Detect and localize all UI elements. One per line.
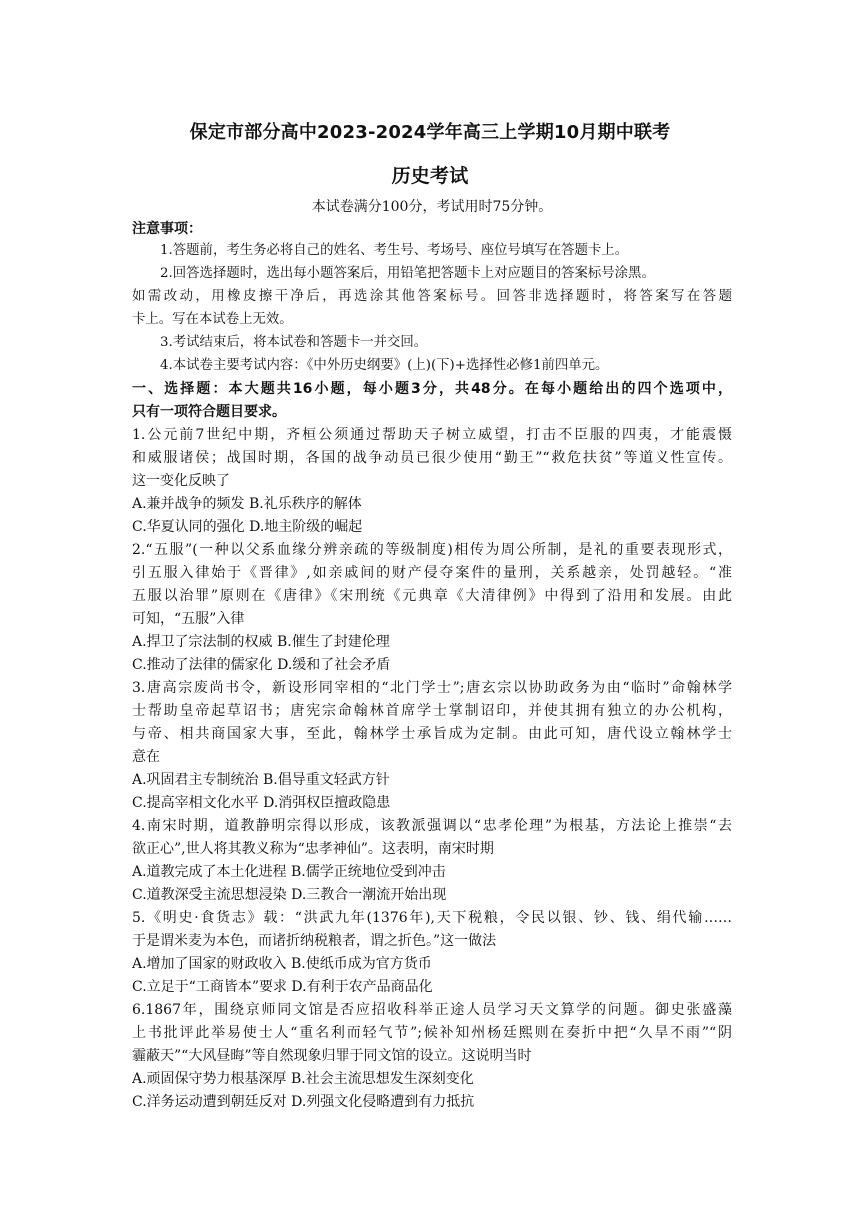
question-options: A.捍卫了宗法制的权威 B.催生了封建伦理 — [132, 634, 390, 650]
question-stem: 3.唐高宗废尚书令，新设形同宰相的“北门学士”;唐玄宗以协助政务为由“临时”命翰林学 — [132, 680, 732, 696]
question-stem: 6.1867年，围绕京师同文馆是否应招收科举正途人员学习天文算学的问题。御史张盛藻 — [132, 1002, 732, 1018]
question-stem: 引五服入律始于《晋律》,如亲戚间的财产侵夺案件的量刑，关系越亲，处罚越轻。“准 — [132, 565, 732, 581]
question-options: A.道教完成了本土化进程 B.儒学正统地位受到冲击 — [132, 864, 446, 880]
question-options: A.增加了国家的财政收入 B.使纸币成为官方货币 — [132, 956, 432, 972]
question-options: C.立足于“工商皆本”要求 D.有利于农产品商品化 — [132, 979, 433, 995]
question-stem: 和威服诸侯；战国时期，各国的战争动员已很少使用“勤王”“救危扶贫”等道义性宣传。 — [132, 450, 732, 466]
question-stem: 5.《明史·食货志》载：“洪武九年(1376年),天下税粮，令民以银、钞、钱、绢代输…… — [132, 910, 732, 926]
question-stem: 与帝、相共商国家大事，至此，翰林学士承旨成为定制。由此可知，唐代设立翰林学士 — [132, 726, 732, 742]
page-title: 保定市部分高中2023-2024学年高三上学期10月期中联考 — [189, 122, 671, 143]
question-stem: 这一变化反映了 — [132, 473, 230, 489]
notice-line: 4.本试卷主要考试内容：《中外历史纲要》(上)(下)+选择性必修1前四单元。 — [160, 358, 609, 373]
question-options: C.提高宰相文化水平 D.消弭权臣擅政隐患 — [132, 795, 391, 811]
notice-line: 1.答题前，考生务必将自己的姓名、考生号、考场号、座位号填写在答题卡上。 — [160, 243, 629, 258]
question-stem: 五服以治罪”原则在《唐律》《宋刑统《元典章《大清律例》中得到了沿用和发展。由此 — [132, 588, 732, 604]
section-heading: 一、选择题：本大题共16小题，每小题3分，共48分。在每小题给出的四个选项中， — [132, 381, 732, 397]
question-stem: 可知，“五服”入律 — [132, 611, 245, 627]
question-stem: 于是谓米麦为本色，而诸折纳税粮者，谓之折色。”这一做法 — [132, 933, 497, 949]
question-stem: 霾蔽天”“大风昼晦”等自然现象归罪于同文馆的设立。这说明当时 — [132, 1048, 532, 1064]
question-options: A.兼并战争的频发 B.礼乐秩序的解体 — [132, 496, 362, 512]
notice-line: 3.考试结束后，将本试卷和答题卡一并交回。 — [160, 335, 428, 350]
question-stem: 2.“五服”(一种以父系血缘分辨亲疏的等级制度)相传为周公所制，是礼的重要表现形式， — [132, 542, 732, 558]
question-options: A.顽固保守势力根基深厚 B.社会主流思想发生深刻变化 — [132, 1071, 474, 1087]
notice-line: 如需改动，用橡皮擦干净后，再选涂其他答案标号。回答非选择题时，将答案写在答题 — [132, 289, 732, 304]
question-stem: 上书批评此举易使士人“重名利而轻气节”;候补知州杨廷熙则在奏折中把“久旱不雨”“阴 — [132, 1025, 732, 1041]
question-options: C.道教深受主流思想浸染 D.三教合一潮流开始出现 — [132, 887, 447, 903]
question-stem: 4.南宋时期，道教静明宗得以形成，该教派强调以“忠孝伦理”为根基，方法论上推崇“去 — [132, 818, 732, 834]
notice-line: 2.回答选择题时，选出每小题答案后，用铅笔把答题卡上对应题目的答案标号涂黑。 — [160, 266, 655, 281]
section-heading: 只有一项符合题目要求。 — [132, 404, 286, 420]
exam-info: 本试卷满分100分，考试用时75分钟。 — [311, 199, 553, 215]
notice-heading: 注意事项： — [132, 221, 202, 237]
question-stem: 士帮助皇帝起草诏书；唐宪宗命翰林首席学士掌制诏印，并使其拥有独立的办公机构， — [132, 703, 732, 719]
question-stem: 意在 — [132, 749, 160, 765]
page-subtitle: 历史考试 — [391, 165, 469, 187]
question-options: C.洋务运动遭到朝廷反对 D.列强文化侵略遭到有力抵抗 — [132, 1094, 475, 1110]
question-options: C.推动了法律的儒家化 D.缓和了社会矛盾 — [132, 657, 391, 673]
question-stem: 1.公元前7世纪中期，齐桓公须通过帮助天子树立威望，打击不臣服的四夷，才能震慑 — [132, 427, 732, 443]
question-options: C.华夏认同的强化 D.地主阶级的崛起 — [132, 519, 363, 535]
question-stem: 欲正心”,世人将其教义称为“忠孝神仙”。这表明，南宋时期 — [132, 841, 494, 857]
question-options: A.巩固君主专制统治 B.倡导重文轻武方针 — [132, 772, 390, 788]
notice-line: 卡上。写在本试卷上无效。 — [132, 312, 293, 327]
